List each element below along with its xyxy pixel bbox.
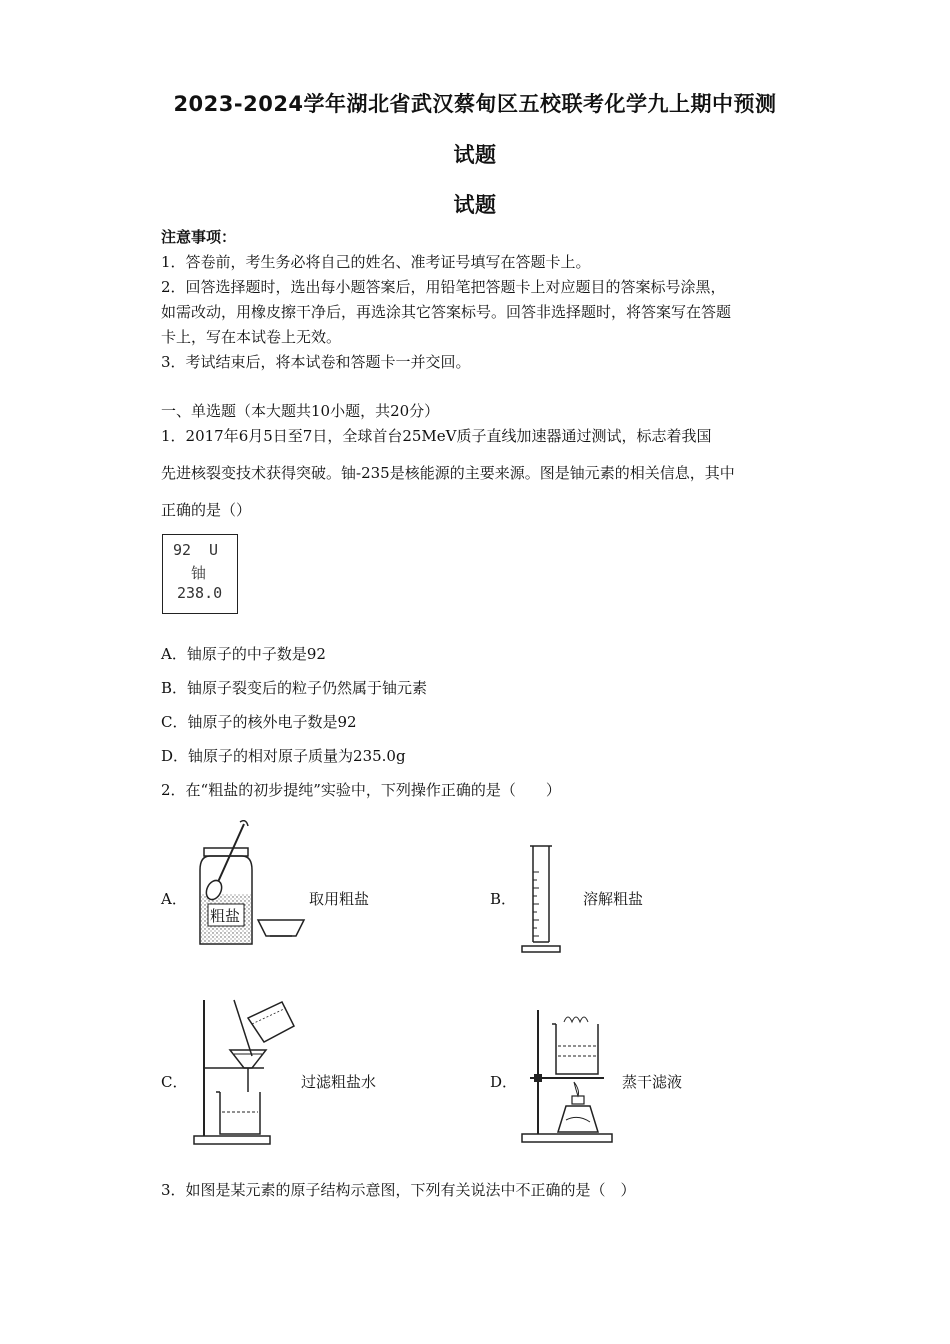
q1-stem-line3: 正确的是（） bbox=[161, 501, 252, 519]
jar-label: 粗盐 bbox=[210, 907, 241, 925]
element-atomic-mass: 238.0 bbox=[177, 584, 223, 602]
q2-option-d-letter[interactable]: D． bbox=[490, 1073, 518, 1091]
q1-stem-line1: 1．2017年6月5日至7日，全球首台25MeV质子直线加速器通过测试，标志着我国 bbox=[161, 427, 712, 445]
q1-option-c[interactable]: C．铀原子的核外电子数是92 bbox=[161, 713, 357, 731]
page-title: 2023-2024学年湖北省武汉蔡甸区五校联考化学九上期中预测 bbox=[173, 92, 777, 116]
notice-item-1: 1．答卷前，考生务必将自己的姓名、准考证号填写在答题卡上。 bbox=[161, 253, 591, 271]
salt-jar-spoon-figure bbox=[192, 820, 312, 950]
notice-item-3: 3．考试结束后，将本试卷和答题卡一并交回。 bbox=[161, 353, 471, 371]
q1-option-b[interactable]: B．铀原子裂变后的粒子仍然属于铀元素 bbox=[161, 679, 428, 697]
page-title-line2: 试题 bbox=[453, 143, 497, 167]
section-heading: 一、单选题（本大题共10小题，共20分） bbox=[161, 402, 440, 420]
uranium-element-card bbox=[162, 534, 238, 614]
q2-option-d-caption: 蒸干滤液 bbox=[622, 1073, 683, 1091]
q2-stem: 2．在“粗盐的初步提纯”实验中，下列操作正确的是（ ） bbox=[161, 781, 561, 799]
q1-option-d[interactable]: D．铀原子的相对原子质量为235.0g bbox=[161, 747, 406, 765]
notice-item-2-line3: 卡上，写在本试卷上无效。 bbox=[161, 328, 342, 346]
filtration-apparatus-figure bbox=[190, 996, 300, 1148]
q2-option-c-letter[interactable]: C． bbox=[161, 1073, 188, 1091]
q1-option-a[interactable]: A．铀原子的中子数是92 bbox=[161, 645, 326, 663]
notice-item-2-line2: 如需改动，用橡皮擦干净后，再选涂其它答案标号。回答非选择题时，将答案写在答题 bbox=[161, 303, 732, 321]
q3-stem: 3．如图是某元素的原子结构示意图，下列有关说法中不正确的是（ ） bbox=[161, 1181, 636, 1199]
element-atomic-number: 92 bbox=[173, 541, 192, 559]
notice-item-2-line1: 2．回答选择题时，选出每小题答案后，用铅笔把答题卡上对应题目的答案标号涂黑， bbox=[161, 278, 726, 296]
page-subtitle: 试题 bbox=[453, 193, 497, 217]
graduated-cylinder-figure bbox=[518, 842, 568, 954]
q2-option-a-letter[interactable]: A． bbox=[161, 890, 187, 908]
q2-option-c-caption: 过滤粗盐水 bbox=[301, 1073, 377, 1091]
q2-option-b-caption: 溶解粗盐 bbox=[583, 890, 644, 908]
q2-option-b-letter[interactable]: B． bbox=[490, 890, 517, 908]
q2-option-a-caption: 取用粗盐 bbox=[309, 890, 370, 908]
notice-heading: 注意事项： bbox=[161, 228, 237, 246]
evaporation-apparatus-figure bbox=[518, 1006, 618, 1146]
element-name: 铀 bbox=[191, 564, 207, 582]
element-symbol: U bbox=[209, 541, 219, 559]
q1-stem-line2: 先进核裂变技术获得突破。铀-235是核能源的主要来源。图是铀元素的相关信息，其中 bbox=[161, 464, 735, 482]
